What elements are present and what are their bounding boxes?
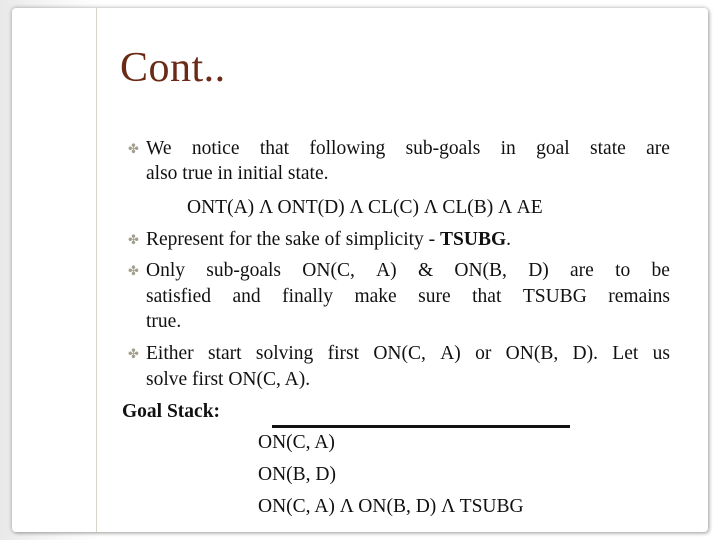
word: first — [327, 343, 360, 364]
bullet-icon: ✤ — [128, 232, 139, 247]
bullet-3-line-2 — [146, 284, 670, 309]
word: Only — [146, 260, 185, 281]
word: that — [259, 138, 290, 159]
bullet-3-line-3: true. — [146, 311, 182, 332]
word: sub-goals — [206, 260, 282, 281]
slide-margin-line — [96, 8, 97, 532]
word: to — [615, 260, 631, 281]
bullet-4-line-2: solve first ON(C, A). — [146, 369, 311, 390]
initial-state-formula: ONT(A) Λ ONT(D) Λ CL(C) Λ CL(B) Λ AE — [187, 197, 543, 218]
word: and — [232, 286, 261, 307]
word: are — [646, 138, 670, 159]
goal-stack-item: ON(C, A) Λ ON(B, D) Λ TSUBG — [258, 496, 524, 517]
word: solving — [255, 343, 314, 364]
word: following — [309, 138, 386, 159]
bullet-3-line-1 — [146, 258, 670, 283]
goal-stack-item: ON(C, A) — [258, 432, 335, 453]
word: sure — [418, 286, 451, 307]
bullet-2-text — [146, 227, 511, 252]
bullet-icon: ✤ — [128, 141, 139, 156]
tsubg-term: TSUBG — [440, 229, 507, 250]
goal-stack-top-line — [272, 425, 570, 428]
word: or — [475, 343, 492, 364]
word: ON(C, — [373, 343, 426, 364]
word: We — [146, 138, 172, 159]
goal-stack-label: Goal Stack: — [122, 401, 221, 422]
bullet-icon: ✤ — [128, 263, 139, 278]
word: D). — [572, 343, 598, 364]
word: ON(B, — [454, 260, 507, 281]
word: & — [417, 260, 434, 281]
word: TSUBG — [522, 286, 587, 307]
word: be — [651, 260, 670, 281]
word: Either — [146, 343, 194, 364]
word: finally — [282, 286, 333, 307]
word: Let — [612, 343, 639, 364]
word: satisfied — [146, 286, 211, 307]
word: sub-goals — [405, 138, 481, 159]
bullet-1-line-2: also true in initial state. — [146, 163, 329, 184]
bullet-4-line-1 — [146, 341, 670, 366]
word: make — [354, 286, 397, 307]
word: that — [472, 286, 502, 307]
word: us — [652, 343, 670, 364]
word: goal — [536, 138, 570, 159]
word: are — [570, 260, 594, 281]
word: A) — [440, 343, 461, 364]
word: start — [207, 343, 242, 364]
goal-stack-item: ON(B, D) — [258, 464, 336, 485]
word: notice — [191, 138, 240, 159]
word: D) — [528, 260, 549, 281]
slide-title: Cont.. — [120, 45, 226, 91]
bullet-1-line-1 — [146, 136, 670, 161]
word: in — [500, 138, 516, 159]
word: ON(C, — [302, 260, 355, 281]
word: A) — [376, 260, 397, 281]
bullet-icon: ✤ — [128, 346, 139, 361]
word: remains — [608, 286, 670, 307]
word: state — [590, 138, 626, 159]
word: ON(B, — [505, 343, 559, 364]
bullet-2-suffix: . — [506, 229, 512, 250]
bullet-2-prefix: Represent for the sake of simplicity - — [146, 229, 441, 250]
